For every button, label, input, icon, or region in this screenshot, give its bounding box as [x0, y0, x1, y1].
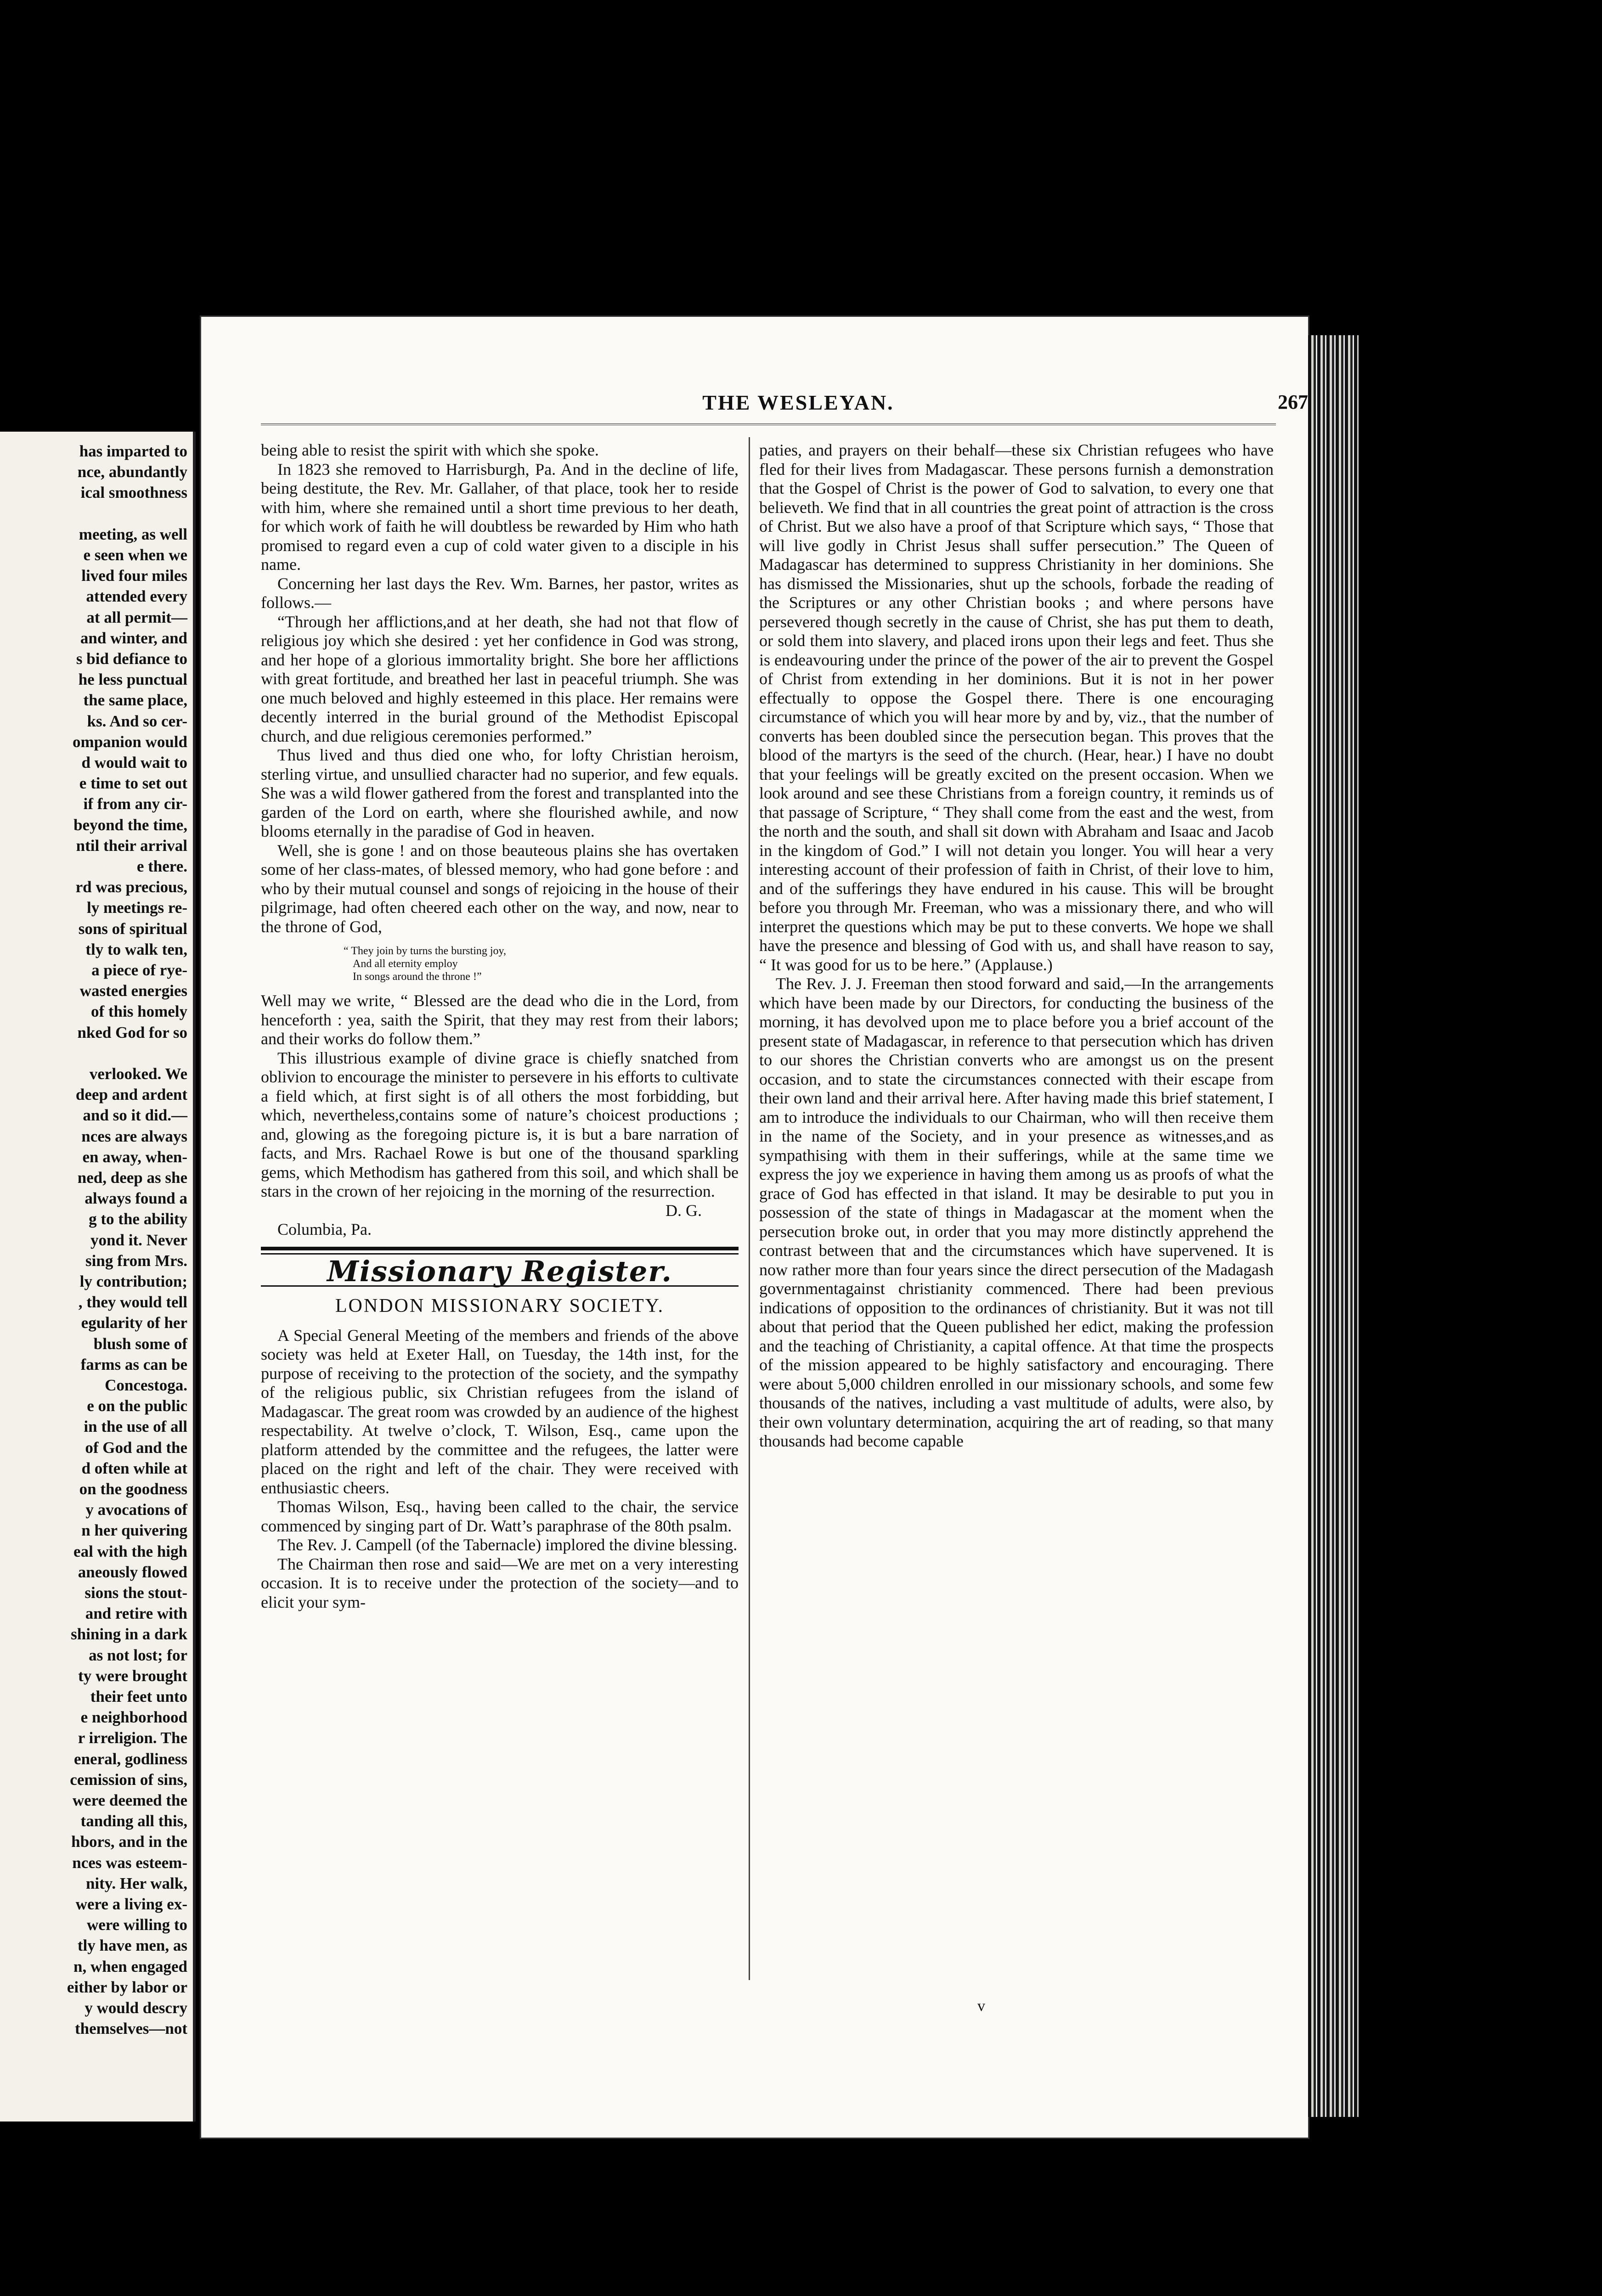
left-page-line: he less punctual — [78, 670, 187, 689]
left-page-line: e neighborhood — [80, 1708, 187, 1727]
left-page-line: n her quivering — [81, 1521, 187, 1540]
left-page-line: themselves—not — [75, 2020, 187, 2038]
publication-title: THE WESLEYAN. — [702, 391, 894, 414]
paragraph: This illustrious example of divine grace is chiefly snatched from oblivion to encourage the minister to persevere in his efforts to cultivate a field which, at first sight is of all others the most forbidding, but which, nevertheless,contains some of nature’s choicest productions ; and, glowing as the foregoing picture is, it is but a bare narration of facts, and Mrs. Rachael Rowe is but one of the thousand sparkling gems, which Methodism has gathered from this soil, and which shall be stars in the crown of her rejoicing in the morning of the resurrection. — [261, 1048, 739, 1200]
left-page-line: , they would tell — [78, 1293, 187, 1311]
left-page-line: the same place, — [83, 691, 187, 709]
quote-line: “ They join by turns the bursting joy, — [344, 945, 506, 957]
left-page-line: egularity of her — [81, 1314, 187, 1332]
column-right — [759, 441, 1274, 1451]
left-page-line: ntil their arrival — [76, 836, 187, 855]
left-page-line: their feet unto — [90, 1688, 187, 1705]
left-page-line: nces are always — [81, 1127, 187, 1145]
left-page-line: sions the stout- — [85, 1584, 187, 1602]
left-page-line: as not lost; for — [89, 1646, 187, 1664]
header-rule — [261, 423, 1276, 425]
left-page-line: e on the public — [87, 1397, 187, 1415]
article-heading: LONDON MISSIONARY SOCIETY. — [335, 1295, 665, 1317]
newspaper-page — [201, 317, 1308, 2138]
left-page-line: deep and ardent — [75, 1086, 187, 1104]
left-page-line: aneously flowed — [78, 1563, 187, 1581]
book-page-edges — [1308, 335, 1359, 2117]
left-page-line: either by labor or — [67, 1978, 187, 1996]
left-page-line: has imparted to — [79, 442, 187, 460]
left-page-line: meeting, as well — [79, 525, 187, 543]
left-page-line: ly contribution; — [79, 1272, 187, 1290]
page-number: 267 — [1278, 391, 1308, 413]
left-page-line: en away, when- — [82, 1148, 187, 1166]
facing-page-fragment — [0, 432, 196, 2122]
paragraph: Well may we write, “ Blessed are the dead who die in the Lord, from henceforth : yea, saith the Spirit, that they may rest from their labors; and their works do follow them.” — [261, 991, 739, 1048]
left-page-line: of God and the — [85, 1438, 187, 1457]
paragraph: being able to resist the spirit with which she spoke. — [261, 441, 599, 459]
left-page-line: and retire with — [85, 1604, 187, 1623]
left-page-line: y would descry — [85, 1999, 187, 2017]
paragraph: Thomas Wilson, Esq., having been called to the chair, the service commenced by singing part of Dr. Watt’s paraphrase of the 80th psalm. — [261, 1497, 739, 1535]
left-page-line: were a living ex- — [75, 1895, 187, 1913]
left-page-line: rd was precious, — [75, 878, 187, 896]
left-page-line: cemission of sins, — [70, 1770, 187, 1789]
left-page-line: ks. And so cer- — [87, 712, 187, 730]
left-page-line: r irreligion. The — [78, 1729, 187, 1747]
left-page-line: g to the ability — [89, 1210, 187, 1228]
left-page-line: sons of spiritual — [78, 919, 187, 938]
left-page-line: always found a — [85, 1189, 187, 1208]
left-page-line: and so it did.— — [83, 1106, 187, 1125]
left-page-line: tly to walk ten, — [85, 940, 187, 958]
left-page-line: Concestoga. — [105, 1376, 187, 1394]
column-left — [261, 441, 739, 1612]
left-page-line: nked God for so — [77, 1023, 187, 1041]
paragraph: In 1823 she removed to Harrisburgh, Pa. And in the decline of life, being destitute, the Rev. Mr. Gallaher, of that place, took her to reside with him, where she remained until a short time previous to her death, for which work of faith he will doubtless be rewarded by Him who hath promised to regard even a cup of cold water given to a disciple in his name. — [261, 460, 739, 574]
left-page-line: if from any cir- — [83, 795, 187, 813]
paragraph: paties, and prayers on their behalf—these six Christian refugees who have fled for their lives from Madagascar. These persons furnish a demonstration that the Gospel of Christ is the power of God to salvation, to every one that believeth. We find that in all countries the great point of attraction is the cross of Christ. But we also have a proof of that Scripture which says, “ Those that will live godly in Christ Jesus shall suffer persecution.” The Queen of Madagascar has determined to suppress Christianity in her dominions. She has dismissed the Missionaries, shut up the schools, forbade the reading of the Scriptures or any other Christian books ; and where persons have persevered though secretly in the cause of Christ, she has put them to death, or sold them into slavery, and placed irons upon their legs and feet. Thus she is endeavouring under the prince of the power of the air to prevent the Gospel of Christ from extending in her dominions. But it is not in her power effectually to oppose the Gospel there. There is one encouraging circumstance of which you will hear more by and by, viz., that the number of converts has been doubled since the persecution began. This proves that the blood of the martyrs is the seed of the church. (Hear, hear.) I have no doubt that your feelings will be greatly excited on the present occasion. When we look around and see these Christians from a foreign country, it reminds us of that passage of Scripture, “ They shall come from the east and the west, from the north and the south, and shall sit down with Abraham and Isaac and Jacob in the kingdom of God.” I will not detain you longer. You will hear a very interesting account of their profession of faith in Christ, of their love to him, and of the sufferings they have endured in his cause. This will be brought before you through Mr. Freeman, who was a missionary there, and who will interpret the questions which may be put to these converts. We hope we shall have the presence and blessing of God with us, and shall have reason to say, “ It was good for us to be here.” (Applause.) — [759, 441, 1274, 974]
left-page-line: y avocations of — [85, 1501, 187, 1519]
left-page-line: blush some of — [93, 1334, 187, 1353]
left-page-line: farms as can be — [80, 1355, 187, 1373]
left-page-line: e seen when we — [83, 546, 187, 564]
left-page-line: beyond the time, — [73, 816, 187, 834]
running-header — [275, 390, 1322, 418]
left-page-line: nity. Her walk, — [85, 1874, 187, 1892]
quote-line: In songs around the throne !” — [353, 971, 482, 983]
left-page-line: ty were brought — [78, 1666, 187, 1685]
author-signature: D. G. — [666, 1201, 702, 1220]
left-page-line: attended every — [86, 587, 187, 606]
left-page-line: ical smoothness — [80, 484, 187, 502]
left-page-line: e time to set out — [79, 774, 187, 793]
left-page-line: nce, abundantly — [77, 463, 187, 481]
left-page-line: d would wait to — [81, 754, 187, 771]
left-page-line: of this homely — [91, 1002, 187, 1021]
left-page-line: and winter, and — [80, 629, 187, 647]
left-page-line: yond it. Never — [90, 1231, 187, 1249]
left-page-line: e there. — [136, 857, 187, 875]
paragraph: Thus lived and thus died one who, for lofty Christian heroism, sterling virtue, and unsullied character had no superior, and few equals. She was a wild flower gathered from the forest and transplanted into the garden of the Lord on earth, where she flourished awhile, and now blooms eternally in the paradise of God in heaven. — [261, 746, 739, 840]
left-page-line: shining in a dark — [71, 1625, 187, 1643]
left-page-line: s bid defiance to — [76, 650, 187, 668]
paragraph: The Chairman then rose and said—We are met on a very interesting occasion. It is to receive under the protection of the society—and to elicit your sym- — [261, 1554, 739, 1611]
section-rule — [261, 1247, 739, 1250]
left-page-line: a piece of rye- — [91, 961, 187, 979]
paragraph: The Rev. J. J. Freeman then stood forward and said,—In the arrangements which have been made by our Directors, for conducting the business of the morning, it has devolved upon me to place before you a brief account of the present state of Madagascar, in reference to that persecution which has driven to our shores the Christian converts who are amongst us on the present occasion, and to state the circumstances connected with their escape from their own land and their arrival here. After having made this brief statement, I am to introduce the individuals to our Chairman, who will then receive them in the name of the Society, and in your presence as witnesses,and as sympathising with them in their sufferings, while at the same time we express the joy we experience in having them among us as proofs of what the grace of God has effected in that island. It may be desirable to put you in possession of the state of things in Madagascar at the moment when the persecution broke out, in order that you may more distinctly apprehend the contrast between that and the circumstances which have supervened. It is now rather more than four years since the direct persecution of the Madagash governmentagainst christianity commenced. There had been previous indications of opposition to the ordinances of christianity. But it was not till about that period that the Queen published her edict, making the profession and the teaching of Christianity, a capital offence. At that time the prospects of the mission appeared to be highly satisfactory and encouraging. There were about 5,000 children enrolled in our missionary schools, and some few thousands of the natives, including a vast multitude of adults, were also, by their own voluntary determination, acquiring the art of reading, so that many thousands had become capable — [759, 974, 1274, 1450]
left-page-line: on the goodness — [79, 1480, 187, 1498]
dateline: Columbia, Pa. — [277, 1220, 372, 1238]
quote-line: And all eternity employ — [353, 958, 458, 970]
paragraph: Well, she is gone ! and on those beauteous plains she has overtaken some of her class-mates, of blessed memory, who had gone before : and who by their mutual counsel and songs of rejoicing in the house of their pilgrimage, had often cheered each other on the way, and now, near to the throne of God, — [261, 841, 739, 936]
left-page-line: wasted energies — [79, 982, 187, 1000]
left-page-line: sing from Mrs. — [85, 1251, 187, 1270]
column-divider — [749, 437, 750, 1980]
printer-mark: v — [977, 1998, 985, 2015]
left-page-line: d often while at — [81, 1459, 187, 1477]
left-page-line: ly meetings re- — [86, 899, 187, 917]
paragraph: The Rev. J. Campell (of the Tabernacle) implored the divine blessing. — [277, 1536, 738, 1554]
left-page-line: ned, deep as she — [77, 1169, 187, 1187]
left-page-line: tanding all this, — [80, 1812, 187, 1830]
left-page-line: lived four miles — [81, 567, 187, 585]
paragraph: A Special General Meeting of the members and friends of the above society was held at Exeter Hall, on Tuesday, the 14th inst, for the purpose of receiving to the protection of the society, and the sympathy of the religious public, six Christian refugees from the island of Madagascar. The great room was crowded by an audience of the highest respectability. At twelve o’clock, T. Wilson, Esq., came upon the platform attended by the committee and the refugees, the latter were placed on the right and left of the chair. They were received with enthusiastic cheers. — [261, 1326, 739, 1497]
section-heading: Missionary Register. — [327, 1254, 672, 1288]
left-page-line: nces was esteem- — [72, 1853, 187, 1872]
left-page-line: verlooked. We — [89, 1065, 187, 1083]
left-page-line: at all permit— — [86, 608, 187, 626]
left-page-line: in the use of all — [84, 1418, 187, 1436]
left-page-line: ompanion would — [73, 732, 187, 751]
left-page-line: eal with the high — [73, 1542, 187, 1560]
left-page-line: tly have men, as — [77, 1936, 187, 1955]
paragraph: Concerning her last days the Rev. Wm. Barnes, her pastor, writes as follows.— — [261, 574, 739, 612]
hymn-quote — [344, 945, 739, 983]
left-page-line: hbors, and in the — [71, 1833, 187, 1851]
left-page-line: were deemed the — [72, 1791, 187, 1809]
left-page-line: were willing to — [86, 1916, 187, 1934]
left-page-line: n, when engaged — [73, 1957, 187, 1975]
left-page-line: eneral, godliness — [74, 1750, 187, 1768]
paragraph: “Through her afflictions,and at her death, she had not that flow of religious joy which she desired : yet her confidence in God was strong, and her hope of a glorious immortality bright. She bore her afflictions with great fortitude, and breathed her last in peaceful triumph. She was one much beloved and highly esteemed in this place. Her remains were decently interred in the burial ground of the Methodist Episcopal church, and due religious ceremonies performed.” — [261, 612, 739, 745]
